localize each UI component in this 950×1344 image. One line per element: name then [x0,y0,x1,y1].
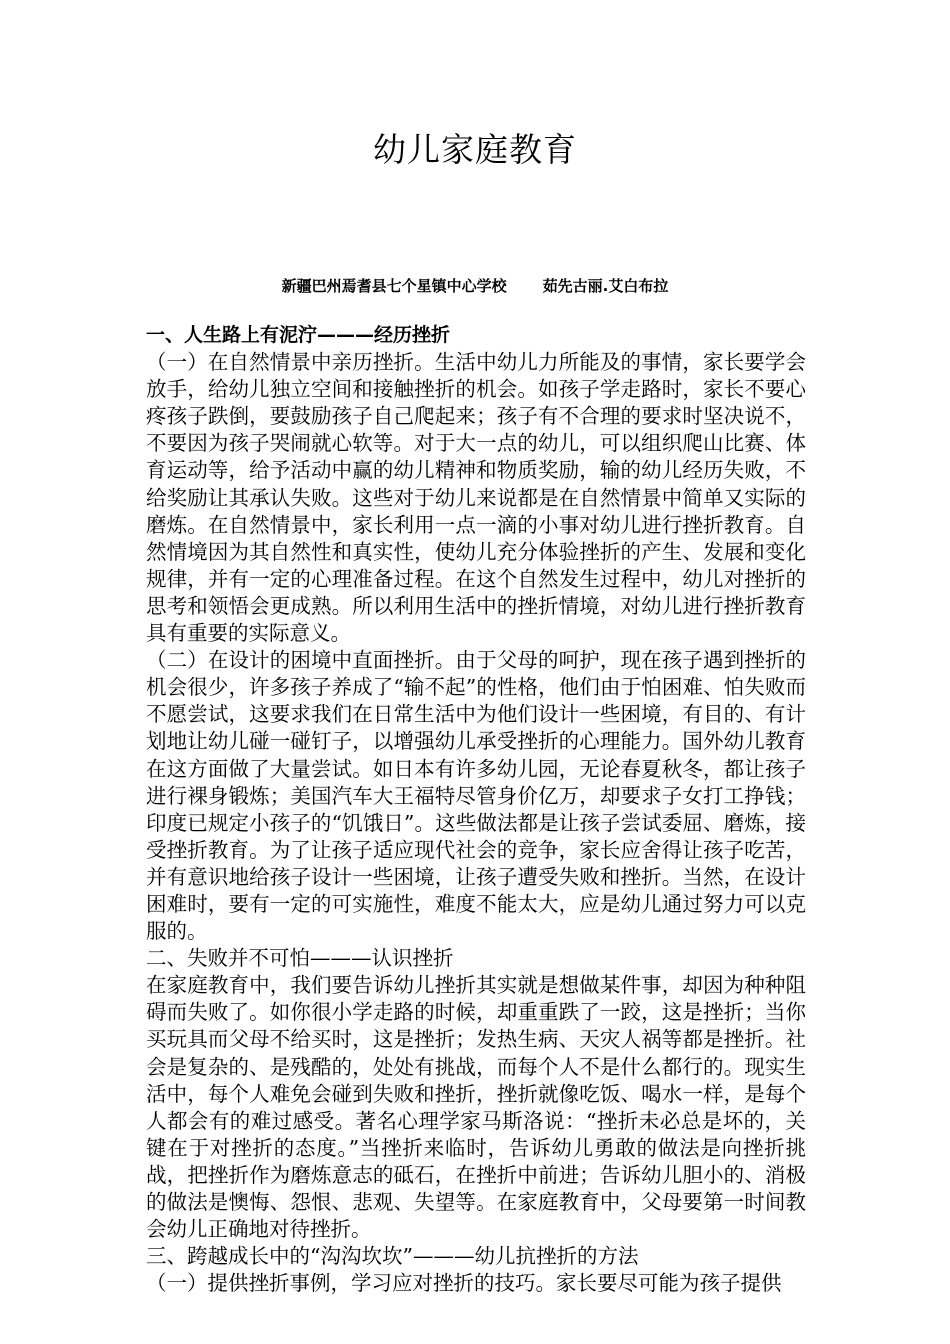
paragraph-2-1: 在家庭教育中，我们要告诉幼儿挫折其实就是想做某件事，却因为种种阻碍而失败了。如你很小学走路的时候，却重重跌了一跤，这是挫折；当你买玩具而父母不给买时，这是挫折；发热生病、天灾人祸等都是挫折。社会是复杂的、是残酷的，处处有挑战，而每个人不是什么都行的。现实生活中，每个人难免会碰到失败和挫折，挫折就像吃饭、喝水一样，是每个人都会有的难过感受。著名心理学家马斯洛说：“挫折未必总是坏的，关键在于对挫折的态度。”当挫折来临时，告诉幼儿勇敢的做法是向挫折挑战，把挫折作为磨炼意志的砥石，在挫折中前进；告诉幼儿胆小的、消极的做法是懊悔、怨恨、悲观、失望等。在家庭教育中，父母要第一时间教会幼儿正确地对待挫折。 [146,973,806,1242]
document-title: 幼儿家庭教育 [373,130,577,169]
paragraph-3-1: （一）提供挫折事例，学习应对挫折的技巧。家长要尽可能为孩子提供 [146,1271,782,1296]
paragraph-1-2: （二）在设计的困境中直面挫折。由于父母的呵护，现在孩子遇到挫折的机会很少，许多孩子养成了“输不起”的性格，他们由于怕困难、怕失败而不愿尝试，这要求我们在日常生活中为他们设计一些困境，有目的、有计划地让幼儿碰一碰钉子，以增强幼儿承受挫折的心理能力。国外幼儿教育在这方面做了大量尝试。如日本有许多幼儿园，无论春夏秋冬，都让孩子进行裸身锻炼；美国汽车大王福特尽管身价亿万，却要求子女打工挣钱；印度已规定小孩子的“饥饿日”。这些做法都是让孩子尝试委屈、磨炼，接受挫折教育。为了让孩子适应现代社会的竞争，家长应舍得让孩子吃苦，并有意识地给孩子设计一些困境，让孩子遭受失败和挫折。当然，在设计困难时，要有一定的可实施性，难度不能太大，应是幼儿通过努力可以克服的。 [146,648,806,944]
document-body [146,322,806,1297]
section-heading-3: 三、跨越成长中的“沟沟坎坎”———幼儿抗挫折的方法 [146,1244,639,1269]
author-line [0,276,950,296]
section-heading-1: 一、人生路上有泥泞———经历挫折 [146,324,451,346]
author-name: 茹先古丽.艾白布拉 [542,277,669,295]
paragraph-1-1: （一）在自然情景中亲历挫折。生活中幼儿力所能及的事情，家长要学会放手，给幼儿独立空间和接触挫折的机会。如孩子学走路时，家长不要心疼孩子跌倒，要鼓励孩子自己爬起来；孩子有不合理的要求时坚决说不，不要因为孩子哭闹就心软等。对于大一点的幼儿，可以组织爬山比赛、体育运动等，给予活动中赢的幼儿精神和物质奖励，输的幼儿经历失败，不给奖励让其承认失败。这些对于幼儿来说都是在自然情景中简单又实际的磨炼。在自然情景中，家长利用一点一滴的小事对幼儿进行挫折教育。自然情境因为其自然性和真实性，使幼儿充分体验挫折的产生、发展和变化规律，并有一定的心理准备过程。在这个自然发生过程中，幼儿对挫折的思考和领悟会更成熟。所以利用生活中的挫折情境，对幼儿进行挫折教育具有重要的实际意义。 [146,350,806,646]
section-heading-2: 二、失败并不可怕———认识挫折 [146,946,454,971]
school-name: 新疆巴州焉耆县七个星镇中心学校 [281,277,507,295]
